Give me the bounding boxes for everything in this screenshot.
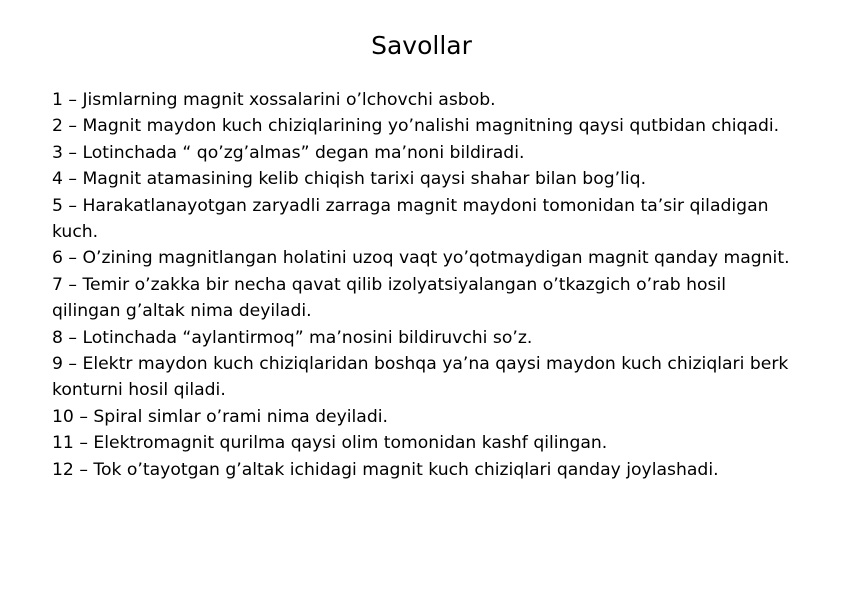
question-item: 4 – Magnit atamasining kelib chiqish tarixi qaysi shahar bilan bog’liq.	[52, 169, 647, 190]
question-item: 5 – Harakatlanayotgan zaryadli zarraga magnit maydoni tomonidan ta’sir qiladigan kuch.	[52, 195, 769, 243]
question-item: 10 – Spiral simlar o’rami nima deyiladi.	[52, 406, 388, 427]
question-item: 7 – Temir o’zakka bir necha qavat qilib izolyatsiyalangan o’tkazgich o’rab hosil qilingan g’altak nima deyiladi.	[52, 274, 727, 322]
question-item: 8 – Lotinchada “aylantirmoq” ma’nosini bildiruvchi so’z.	[52, 327, 533, 348]
slide-title: Savollar	[371, 31, 472, 60]
question-item: 6 – O’zining magnitlangan holatini uzoq vaqt yo’qotmaydigan magnit qanday magnit.	[52, 248, 790, 269]
question-item: 12 – Tok o’tayotgan g’altak ichidagi magnit kuch chiziqlari qanday joylashadi.	[52, 459, 719, 480]
question-list	[52, 87, 792, 483]
question-item: 2 – Magnit maydon kuch chiziqlarining yo’nalishi magnitning qaysi qutbidan chiqadi.	[52, 116, 780, 137]
question-item: 9 – Elektr maydon kuch chiziqlaridan boshqa ya’na qaysi maydon kuch chiziqlari berk konturni hosil qiladi.	[52, 354, 789, 401]
question-item: 11 – Elektromagnit qurilma qaysi olim tomonidan kashf qilingan.	[52, 433, 608, 454]
question-item: 3 – Lotinchada “ qo’zg’almas” degan ma’noni bildiradi.	[52, 142, 525, 163]
question-item: 1 – Jismlarning magnit xossalarini o’lchovchi asbob.	[52, 90, 496, 110]
